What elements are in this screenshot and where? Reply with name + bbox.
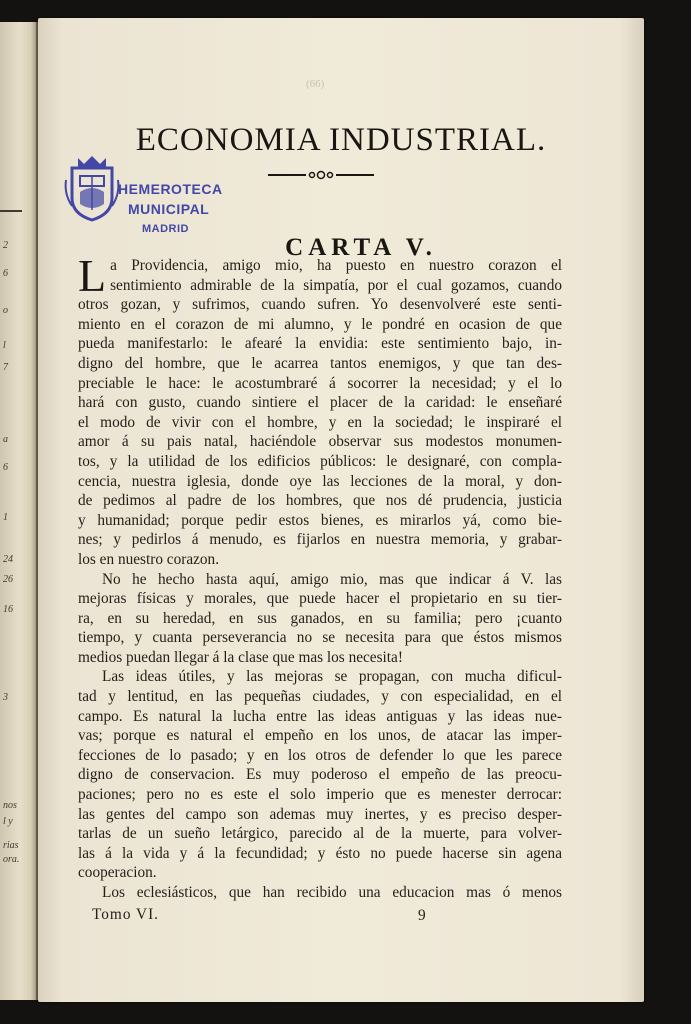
text-line: amor á su pais natal, haciéndole observar sus modestos monumen- [78,433,562,451]
facing-page-fragment: 6 [3,462,8,473]
text-line: preciable le hace: le acostumbraré á socorrer la necesidad; y el lo [78,374,562,392]
facing-page-fragment: 3 [3,692,8,703]
text-line: tad y lentitud, en las pequeñas ciudades, y con especialidad, en el [78,688,562,706]
library-stamp [62,154,232,238]
text-line: vas; porque es natural el empeño en los unos, de atacar las imper- [78,727,562,745]
ornament-divider [266,168,376,182]
text-line: nes; y pedirlos á menudo, es fijarlos en nuestra memoria, y grabar- [78,531,562,549]
paragraph-1 [78,250,562,570]
coat-of-arms-icon [62,154,122,224]
text-line: medios puedan llegar á la clase que mas los necesita! [78,648,403,666]
text-line: Los eclesiásticos, que han recibido una educacion mas ó menos [102,884,562,901]
section-heading: CARTA V. [285,233,437,261]
text-line: el modo de vivir con el hombre, y en la sociedad; le inspiraré el [78,413,562,431]
text-line: de pedimos al padre de los hombres, que nos dé prudencia, justicia [78,492,562,510]
text-line: Las ideas útiles, y las mejoras se propagan, con mucha dificul- [102,668,562,686]
facing-page-fragment: o [3,305,8,316]
text-line: tos, y la utilidad de los edificios públicos: le designaré, con compla- [78,452,562,470]
text-line: otros gozan, y sufrimos, cuando sufren. Yo desenvolveré este senti- [78,296,562,314]
bleed-through-page-number: (66) [306,78,325,90]
text-line: fecciones de lo pasado; y en los otros de defender lo que les parece [78,746,562,764]
volume-label: Tomo VI. [92,906,159,923]
text-line: sentimiento admirable de la simpatía, por el cual gozamos, cuando [110,276,562,294]
text-line: No he hecho hasta aquí, amigo mio, mas que indicar á V. las [102,570,562,588]
facing-page-fragment: 6 [3,268,8,279]
facing-page-rule [0,210,22,212]
text-line: los en nuestro corazon. [78,550,220,568]
body-text [78,250,562,903]
text-line: las gentes del campo son ademas muy inertes, y es preciso desper- [78,805,562,823]
paragraph-2 [78,570,562,668]
facing-page-fragment: 16 [3,604,13,615]
text-line: cooperacion. [78,864,157,882]
text-line: mejoras físicas y morales, que puede hacer el propietario en su tier- [78,590,562,608]
text-line: pueda manifestarlo: le afearé la envidia: este sentimiento bajo, in- [78,335,562,353]
facing-page-edge [0,22,38,1000]
facing-page-fragment: 26 [3,574,13,585]
facing-page-fragment: a [3,434,8,445]
stamp-line-2: MUNICIPAL [128,201,210,217]
book-page [38,18,644,1002]
facing-page-fragment: ora. [3,854,20,865]
facing-page-fragment: 2 [3,240,8,251]
facing-page-fragment: 1 [3,512,8,523]
text-line: miento en el corazon de mi alumno, y le pondré en ocasion de que [78,315,562,333]
text-line: y humanidad; porque pedir estos bienes, es mirarlos yá, como bie- [78,511,562,529]
text-line: a Providencia, amigo mio, ha puesto en nuestro corazon el [110,257,562,274]
page-title: ECONOMIA INDUSTRIAL. [135,122,547,158]
text-line: campo. Es natural la lucha entre las ideas antiguas y las ideas nue- [78,707,562,725]
text-line: digno del hombre, que le acarrea tantos enemigos, y que tan des- [78,354,562,372]
paragraph-3 [78,667,562,883]
stamp-line-1: HEMEROTECA [118,181,223,197]
facing-page-fragment: nos [3,800,17,811]
text-line: las á la vida y á la fecundidad; y ésto no puede hacerse sin agena [78,844,562,862]
paragraph-4 [78,883,562,903]
facing-page-fragment: rias [3,840,19,851]
text-line: hará con gusto, cuando sintiere el placer de la caridad: le enseñaré [78,394,562,412]
drop-cap: L [78,250,107,301]
facing-page-fragment: 7 [3,362,8,373]
facing-page-fragment: 24 [3,554,13,565]
text-line: tarlas de un sueño letárgico, parecido al de la muerte, para volver- [78,825,562,843]
text-line: paciones; pero no es este el solo imperio que es menester derrocar: [78,786,562,804]
text-line: tiempo, y cuanta perseverancia no se necesita para que éstos mismos [78,629,562,647]
facing-page-fragment: l [3,340,6,351]
text-line: cencia, nuestra iglesia, donde oye las lecciones de la moral, y don- [78,472,562,490]
text-line: ra, en su heredad, en sus ganados, en su familia; pero ¡cuanto [78,609,562,627]
facing-page-fragment: l y [3,816,13,827]
stamp-line-3: MADRID [142,223,189,235]
signature-mark: 9 [418,907,426,924]
text-line: digno de conservacion. Es muy poderoso el empeño de las preocu- [78,766,562,784]
